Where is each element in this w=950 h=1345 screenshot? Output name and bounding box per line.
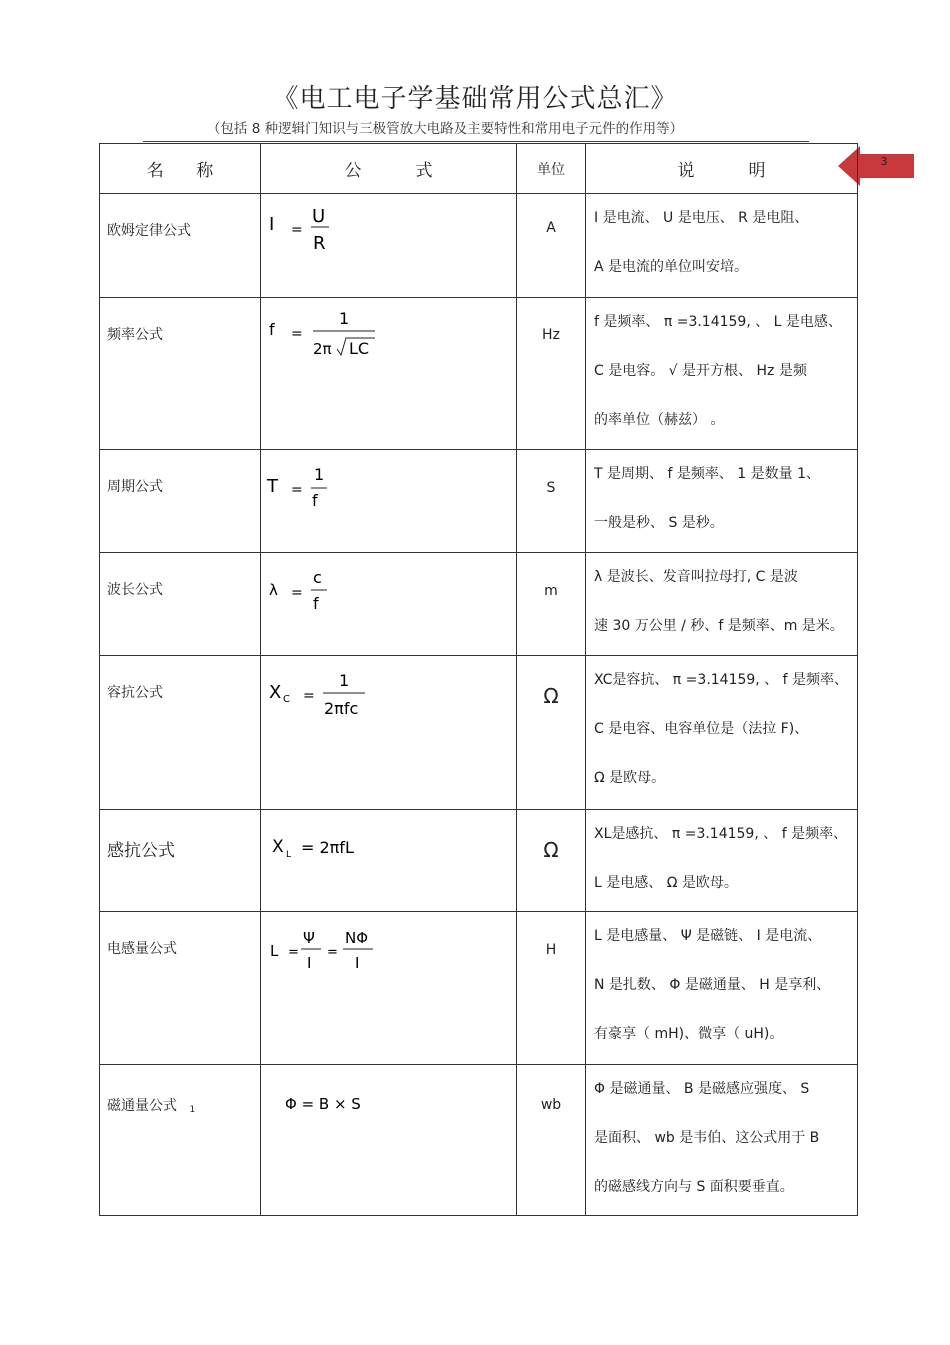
- formula-magnetic-flux: [261, 1065, 517, 1216]
- formula-rhs: = 2πfL: [301, 838, 354, 857]
- formula-numerator: c: [313, 568, 322, 587]
- formula-capacitive-reactance: [261, 656, 517, 810]
- desc-line: L 是电感、 Ω 是欧母。: [594, 875, 738, 891]
- row-description: [586, 1065, 858, 1216]
- formula-lhs: T: [267, 476, 278, 497]
- row-name: 电感量公式: [100, 912, 261, 1065]
- desc-line: 的率单位（赫兹） 。: [594, 412, 725, 428]
- formula-frequency: [261, 298, 517, 450]
- desc-line: λ 是波长、发音叫拉母打, C 是波: [594, 569, 798, 585]
- desc-line: N 是扎数、 Φ 是磁通量、 H 是享利、: [594, 977, 831, 993]
- row-name-footnote: 1: [189, 1105, 196, 1115]
- table-row: [100, 298, 858, 450]
- formula-inductive-reactance: [261, 810, 517, 912]
- document-subtitle: （包括 8 种逻辑门知识与三极管放大电路及主要特性和常用电子元件的作用等）: [206, 121, 684, 137]
- table-row: [100, 194, 858, 298]
- table-row: [100, 810, 858, 912]
- formula-numerator: U: [312, 206, 326, 227]
- formula-eq2: =: [327, 945, 338, 960]
- formula-period-svg: [261, 450, 515, 548]
- header-formula: 公 式: [261, 144, 517, 194]
- row-description: [586, 194, 858, 298]
- desc-line: 有豪享（ mH)、微享（ uH)。: [594, 1026, 784, 1042]
- formula-eq: =: [291, 326, 303, 342]
- formula-lhs: X: [272, 837, 284, 857]
- formula-rhs: Φ = B × S: [285, 1095, 361, 1113]
- desc-line: XC是容抗、 π =3.14159, 、 f 是频率、: [594, 672, 849, 688]
- row-unit: Ω: [517, 810, 586, 912]
- formula-flux-svg: [261, 1065, 515, 1211]
- desc-line: C 是电容、电容单位是（法拉 F)、: [594, 721, 809, 737]
- desc-line: I 是电流、 U 是电压、 R 是电阻、: [594, 210, 809, 226]
- formula-capacitive-svg: [261, 656, 515, 805]
- desc-line: 的磁感线方向与 S 面积要垂直。: [594, 1179, 794, 1195]
- formula-period: [261, 450, 517, 553]
- formula-numerator: 1: [339, 309, 350, 328]
- row-description: [586, 298, 858, 450]
- desc-line: C 是电容。 √ 是开方根、 Hz 是频: [594, 363, 807, 379]
- formula-lhs: I: [269, 214, 275, 235]
- header-unit: 单位: [517, 144, 586, 194]
- desc-line: XL是感抗、 π =3.14159, 、 f 是频率、: [594, 826, 848, 842]
- page-number: 3: [880, 155, 888, 168]
- row-unit: wb: [517, 1065, 586, 1216]
- formula-denominator: 2πfc: [324, 699, 359, 718]
- desc-line: 一般是秒、 S 是秒。: [594, 515, 724, 531]
- formula-inductance: [261, 912, 517, 1065]
- row-unit: m: [517, 553, 586, 656]
- subtitle-underline: [143, 141, 809, 142]
- formula-num1: Ψ: [303, 929, 315, 947]
- row-description: [586, 553, 858, 656]
- desc-line: Φ 是磁通量、 B 是磁感应强度、 S: [594, 1081, 810, 1097]
- formula-lhs: X: [269, 682, 282, 703]
- row-name: 欧姆定律公式: [100, 194, 261, 298]
- row-name: 波长公式: [100, 553, 261, 656]
- header-description: 说 明: [586, 144, 858, 194]
- formula-table: [99, 143, 858, 1216]
- row-name: 感抗公式: [100, 810, 261, 912]
- formula-sub: C: [283, 694, 290, 705]
- formula-sub: L: [286, 850, 292, 860]
- table-row: [100, 656, 858, 810]
- formula-denominator: f: [312, 491, 318, 510]
- desc-line: A 是电流的单位叫安培。: [594, 259, 749, 275]
- desc-line: L 是电感量、 Ψ 是磁链、 I 是电流、: [594, 928, 822, 944]
- table-row: [100, 553, 858, 656]
- formula-lhs: λ: [269, 581, 278, 599]
- formula-lhs: f: [269, 320, 275, 339]
- row-unit: Hz: [517, 298, 586, 450]
- desc-line: 速 30 万公里 / 秒、f 是频率、m 是米。: [594, 618, 844, 634]
- formula-den2: I: [355, 954, 360, 972]
- row-unit: Ω: [517, 656, 586, 810]
- formula-eq: =: [291, 585, 303, 601]
- formula-wavelength-svg: [261, 553, 515, 651]
- formula-ohm-svg: [261, 194, 515, 293]
- row-unit: A: [517, 194, 586, 298]
- formula-denominator: R: [313, 233, 326, 254]
- row-name: 频率公式: [100, 298, 261, 450]
- formula-inductive-svg: [261, 810, 515, 907]
- row-unit: H: [517, 912, 586, 1065]
- formula-eq: =: [291, 482, 303, 498]
- formula-numerator: 1: [339, 671, 350, 690]
- row-unit: S: [517, 450, 586, 553]
- table-row: [100, 450, 858, 553]
- row-description: [586, 656, 858, 810]
- row-description: [586, 810, 858, 912]
- formula-numerator: 1: [314, 465, 325, 484]
- formula-eq: =: [288, 945, 299, 960]
- formula-eq: =: [291, 222, 303, 238]
- formula-den1: I: [307, 954, 312, 972]
- formula-num2: NΦ: [345, 929, 369, 947]
- desc-line: Ω 是欧母。: [594, 770, 666, 786]
- row-description: [586, 912, 858, 1065]
- formula-den-a: 2π: [313, 340, 332, 358]
- desc-line: 是面积、 wb 是韦伯、这公式用于 B: [594, 1130, 820, 1146]
- row-name: 周期公式: [100, 450, 261, 553]
- row-name: [100, 1065, 261, 1216]
- desc-line: f 是频率、 π =3.14159, 、 L 是电感、: [594, 314, 842, 330]
- header-name: 名 称: [100, 144, 261, 194]
- formula-wavelength: [261, 553, 517, 656]
- desc-line: T 是周期、 f 是频率、 1 是数量 1、: [594, 466, 820, 482]
- formula-eq: =: [303, 688, 315, 704]
- table-row: [100, 912, 858, 1065]
- table-row: [100, 1065, 858, 1216]
- formula-frequency-svg: [261, 298, 515, 445]
- formula-ohm: [261, 194, 517, 298]
- formula-lhs: L: [270, 942, 279, 960]
- row-name: 容抗公式: [100, 656, 261, 810]
- formula-den-b: LC: [349, 339, 370, 358]
- document-title: 《电工电子学基础常用公式总汇》: [272, 84, 678, 114]
- row-name-text: 磁通量公式: [107, 1098, 177, 1114]
- row-description: [586, 450, 858, 553]
- table-header-row: [100, 144, 858, 194]
- formula-inductance-svg: [261, 912, 515, 1060]
- formula-denominator: f: [313, 594, 319, 613]
